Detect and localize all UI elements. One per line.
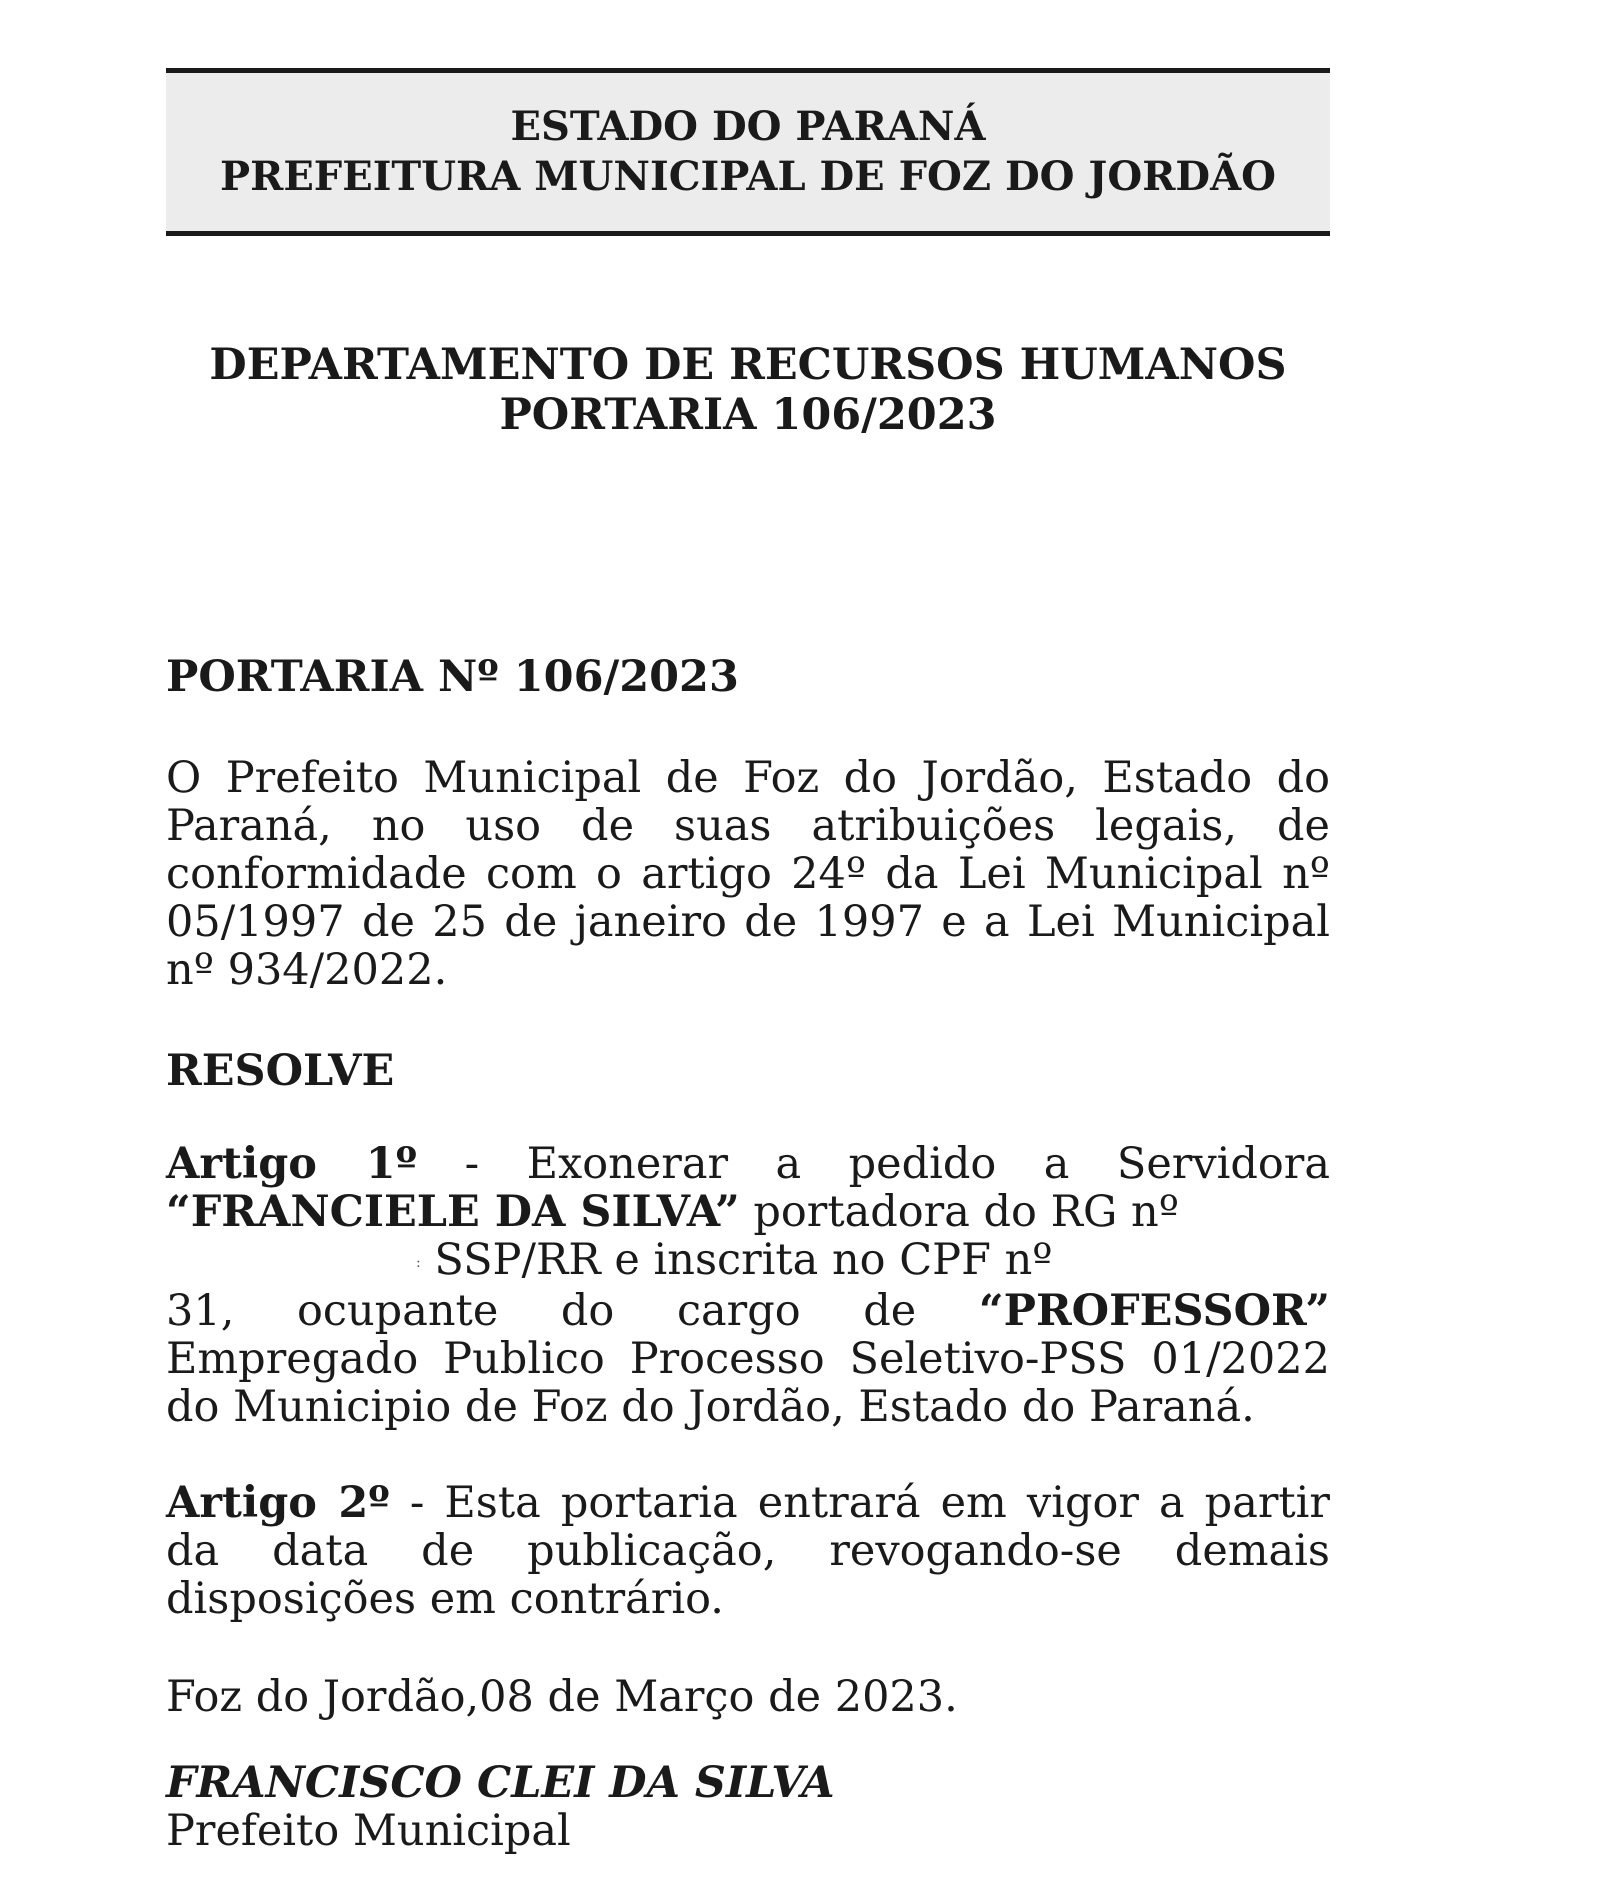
- document-page: [166, 68, 1330, 1855]
- article-2: [166, 1479, 1330, 1623]
- letterhead-municipality: PREFEITURA MUNICIPAL DE FOZ DO JORDÃO: [220, 153, 1276, 200]
- date-line: Foz do Jordão,08 de Março de 2023.: [166, 1672, 958, 1722]
- redacted-line: [166, 1236, 1330, 1287]
- article-1-text-e: Empregado Publico Processo Seletivo-PSS 01/2022 do Municipio de Foz do Jordão, Estado do Paraná.: [166, 1334, 1330, 1432]
- signatory-role: Prefeito Municipal: [166, 1806, 571, 1856]
- article-2-label: Artigo 2º: [166, 1478, 390, 1528]
- resolve-heading: RESOLVE: [166, 1046, 395, 1096]
- article-2-text: - Esta portaria entrará em vigor a partir da data de publicação, revogando-se demais disposições em contrário.: [166, 1478, 1330, 1624]
- article-1-text-d: 31, ocupante do cargo de: [166, 1286, 979, 1336]
- intro-paragraph: O Prefeito Municipal de Foz do Jordão, Estado do Paraná, no uso de suas atribuições legais, de conformidade com o artigo 24º da Lei Municipal nº 05/1997 de 25 de janeiro de 1997 e a Lei Municipal nº 934/2022.: [166, 753, 1330, 995]
- letterhead: [166, 68, 1330, 236]
- employee-name: “FRANCIELE DA SILVA”: [166, 1187, 740, 1237]
- letterhead-state: ESTADO DO PARANÁ: [510, 103, 986, 150]
- redaction-mark: :: [416, 1255, 421, 1271]
- article-1-text-c: SSP/RR e inscrita no CPF nº: [420, 1235, 1053, 1285]
- article-1-text-b: portadora do RG nº: [739, 1187, 1179, 1237]
- job-title: “PROFESSOR”: [978, 1286, 1330, 1336]
- department-name: DEPARTAMENTO DE RECURSOS HUMANOS: [209, 340, 1287, 390]
- article-1-label: Artigo 1º: [166, 1139, 418, 1189]
- portaria-title: PORTARIA Nº 106/2023: [166, 652, 739, 702]
- department-heading: [166, 340, 1330, 440]
- department-portaria: PORTARIA 106/2023: [499, 390, 997, 440]
- article-1: [166, 1140, 1330, 1431]
- signatory-name: FRANCISCO CLEI DA SILVA: [166, 1758, 835, 1808]
- article-1-text-a: - Exonerar a pedido a Servidora: [417, 1139, 1330, 1189]
